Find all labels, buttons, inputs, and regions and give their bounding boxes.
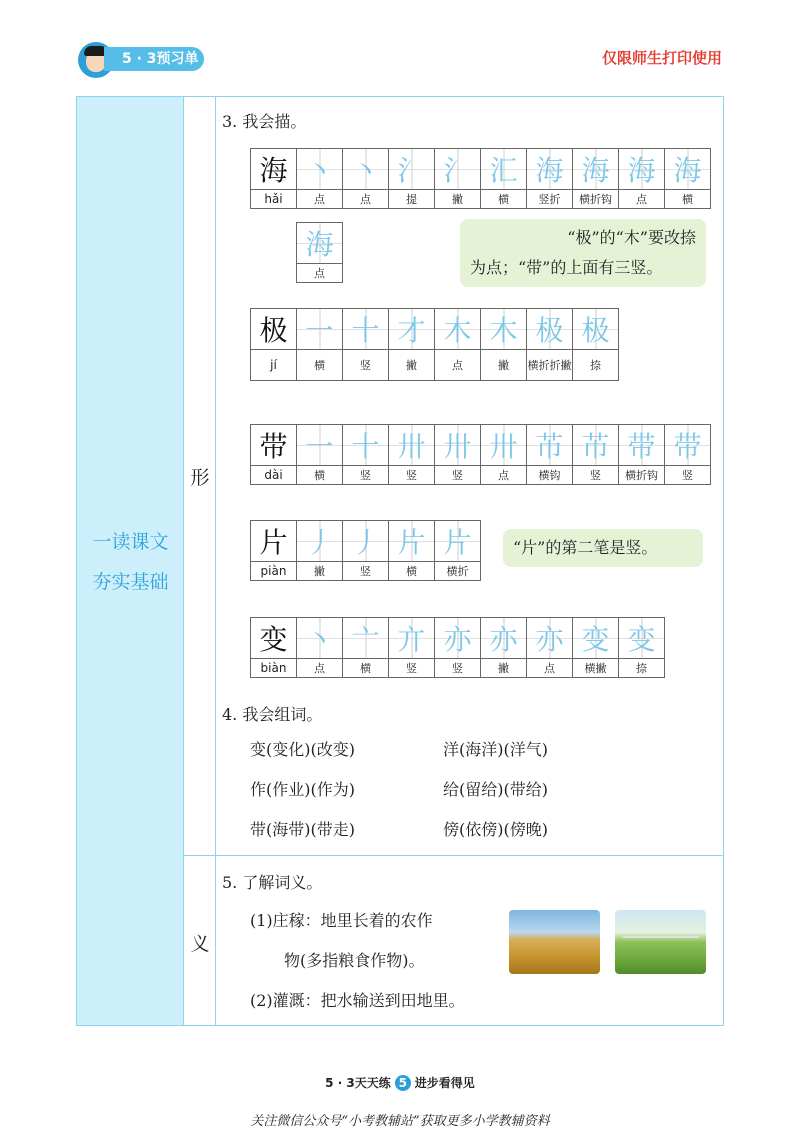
stroke-label: 点 <box>297 190 343 209</box>
stroke-label: 横折钩 <box>619 466 665 485</box>
footer-series: 5 · 3天天练 <box>325 1076 391 1090</box>
stroke-label: 横折钩 <box>573 190 619 209</box>
stroke-label: 竖 <box>665 466 711 485</box>
section-title-line1: 一读课文 <box>92 531 169 553</box>
pinyin-label: dài <box>251 466 297 485</box>
footer-slogan: 进步看得见 <box>414 1076 475 1090</box>
stroke-char: 亦 <box>435 618 481 659</box>
stroke-char: 一 <box>297 425 343 466</box>
stroke-char: 木 <box>435 309 481 350</box>
stroke-label: 点 <box>343 190 389 209</box>
stroke-label: 竖 <box>435 466 481 485</box>
stroke-label: 撇 <box>435 190 481 209</box>
tip-note-1 <box>460 219 706 287</box>
gloss-2: (2)灌溉：把水输送到田地里。 <box>250 991 465 1010</box>
gloss-1-line1: (1)庄稼：地里长着的农作 <box>250 911 433 930</box>
word-group: 给(留给)(带给) <box>443 780 548 799</box>
stroke-label: 竖 <box>389 659 435 678</box>
stroke-label: 点 <box>297 264 343 283</box>
stroke-char: 海 <box>573 149 619 190</box>
stroke-char: 一 <box>297 309 343 350</box>
stroke-char: 亣 <box>389 618 435 659</box>
stroke-char: 海 <box>297 223 343 264</box>
stroke-char: 丶 <box>343 149 389 190</box>
stroke-char: 才 <box>389 309 435 350</box>
stroke-label: 捺 <box>619 659 665 678</box>
stroke-label: 捺 <box>573 350 619 381</box>
wheat-field-image <box>509 910 600 974</box>
stroke-label: 横 <box>297 466 343 485</box>
stroke-label: 撇 <box>481 350 527 381</box>
stroke-char: 海 <box>665 149 711 190</box>
series-badge: 5 · 3预习单 <box>104 47 204 71</box>
stroke-table-ji <box>250 308 619 381</box>
stroke-char: 芇 <box>527 425 573 466</box>
word-group: 洋(海洋)(洋气) <box>443 740 548 759</box>
tip-note-2: “片”的第二笔是竖。 <box>503 529 703 567</box>
category-divider <box>184 855 723 856</box>
stroke-char: 十 <box>343 425 389 466</box>
stroke-label: 提 <box>389 190 435 209</box>
gloss-1-line2: 物(多指粮食作物)。 <box>284 951 425 970</box>
stroke-label: 横 <box>297 350 343 381</box>
stroke-char: 海 <box>527 149 573 190</box>
stroke-char: 卅 <box>481 425 527 466</box>
stroke-char: 丿 <box>297 521 343 562</box>
stroke-char: 丶 <box>297 618 343 659</box>
stroke-label: 竖 <box>389 466 435 485</box>
stroke-char: 亦 <box>527 618 573 659</box>
print-notice: 仅限师生打印使用 <box>601 49 722 67</box>
stroke-char: 木 <box>481 309 527 350</box>
stroke-label: 撇 <box>481 659 527 678</box>
stroke-char: 带 <box>251 425 297 466</box>
stroke-label: 撇 <box>297 562 343 581</box>
stroke-label: 横 <box>481 190 527 209</box>
word-group: 带(海带)(带走) <box>250 820 355 839</box>
stroke-label: 横撇 <box>573 659 619 678</box>
stroke-char: 十 <box>343 309 389 350</box>
stroke-table-dai <box>250 424 711 485</box>
stroke-table-hai-extra <box>296 222 343 283</box>
stroke-label: 横折 <box>435 562 481 581</box>
left-section-column <box>77 97 184 1025</box>
stroke-label: 横 <box>389 562 435 581</box>
tip-note-1-line1: “极”的“木”要改捺 <box>567 228 696 247</box>
irrigation-pipe <box>623 936 699 938</box>
stroke-char: 极 <box>527 309 573 350</box>
stroke-char: 丶 <box>297 149 343 190</box>
stroke-label: 横 <box>343 659 389 678</box>
category-meaning-label: 义 <box>190 933 210 955</box>
stroke-char: 带 <box>619 425 665 466</box>
stroke-label: 横钩 <box>527 466 573 485</box>
stroke-char: 极 <box>573 309 619 350</box>
stroke-char: 氵 <box>435 149 481 190</box>
irrigation-field-image <box>615 910 706 974</box>
category-column <box>184 97 216 1025</box>
q3-title: 3. 我会描。 <box>222 112 307 131</box>
stroke-char: 亦 <box>481 618 527 659</box>
stroke-char: 变 <box>251 618 297 659</box>
stroke-char: 片 <box>435 521 481 562</box>
tip-note-1-line2: 为点；“带”的上面有三竖。 <box>470 258 663 277</box>
stroke-label: 点 <box>435 350 481 381</box>
stroke-label: 撇 <box>389 350 435 381</box>
word-group: 变(变化)(改变) <box>250 740 355 759</box>
follow-notice: 关注微信公众号“小考教辅站”获取更多小学教辅资料 <box>250 1114 550 1129</box>
stroke-char: 带 <box>665 425 711 466</box>
stroke-char: 海 <box>251 149 297 190</box>
category-form-label: 形 <box>190 467 210 489</box>
stroke-label: 竖 <box>343 562 389 581</box>
pinyin-label: hǎi <box>251 190 297 209</box>
page-number: 5 <box>395 1075 411 1091</box>
word-group: 作(作业)(作为) <box>250 780 355 799</box>
stroke-char: 变 <box>619 618 665 659</box>
stroke-char: 片 <box>389 521 435 562</box>
word-group: 傍(依傍)(傍晚) <box>443 820 548 839</box>
stroke-char: 汇 <box>481 149 527 190</box>
pinyin-label: biàn <box>251 659 297 678</box>
stroke-table-bian <box>250 617 665 678</box>
stroke-label: 竖 <box>573 466 619 485</box>
stroke-char: 亠 <box>343 618 389 659</box>
word-list-left <box>250 730 355 850</box>
stroke-label: 竖 <box>435 659 481 678</box>
stroke-table-pian <box>250 520 481 581</box>
stroke-label: 竖 <box>343 466 389 485</box>
stroke-char: 卅 <box>435 425 481 466</box>
stroke-char: 变 <box>573 618 619 659</box>
stroke-table-hai <box>250 148 711 209</box>
stroke-label: 竖 <box>343 350 389 381</box>
stroke-label: 横折折撇 <box>527 350 573 381</box>
stroke-char: 片 <box>251 521 297 562</box>
stroke-label: 点 <box>619 190 665 209</box>
section-title-line2: 夯实基础 <box>92 571 169 593</box>
stroke-char: 氵 <box>389 149 435 190</box>
page-footer <box>0 1074 800 1091</box>
pinyin-label: piàn <box>251 562 297 581</box>
stroke-char: 海 <box>619 149 665 190</box>
stroke-char: 芇 <box>573 425 619 466</box>
stroke-label: 竖折 <box>527 190 573 209</box>
stroke-label: 点 <box>297 659 343 678</box>
stroke-char: 丿 <box>343 521 389 562</box>
stroke-char: 卅 <box>389 425 435 466</box>
stroke-label: 横 <box>665 190 711 209</box>
stroke-label: 点 <box>527 659 573 678</box>
word-list-right <box>443 730 548 850</box>
stroke-char: 极 <box>251 309 297 350</box>
q5-title: 5. 了解词义。 <box>222 873 323 892</box>
pinyin-label: jí <box>251 350 297 381</box>
q4-title: 4. 我会组词。 <box>222 705 323 724</box>
stroke-label: 点 <box>481 466 527 485</box>
